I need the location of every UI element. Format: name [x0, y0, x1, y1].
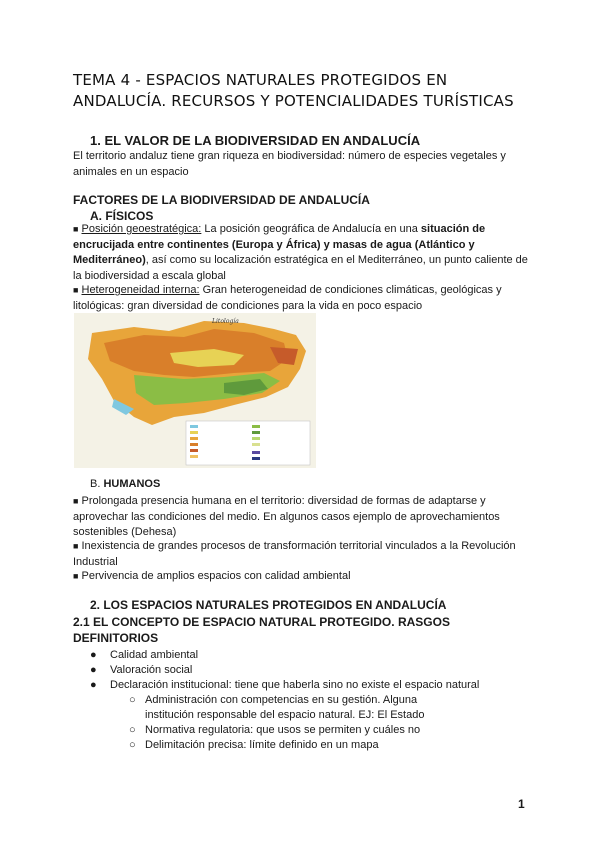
humanos-item-2 [73, 539, 533, 570]
factores-heading: FACTORES DE LA BIODIVERSIDAD DE ANDALUCÍA [73, 193, 370, 207]
fisicos-label: A. FÍSICOS [90, 209, 154, 223]
sub-list-item-text: Delimitación precisa: límite definido en un mapa [145, 739, 379, 751]
list-item-text: Declaración institucional: tiene que haberla sino no existe el espacio natural [110, 679, 480, 691]
map-title: Litología [212, 318, 239, 325]
posicion-label: Posición geoestratégica: [81, 223, 202, 235]
bullet-square: ■ [73, 496, 79, 506]
page-number: 1 [518, 797, 525, 811]
list-item-text: Valoración social [110, 664, 193, 676]
sub-list-item: ○ [129, 724, 136, 736]
bullet-square: ■ [73, 571, 79, 581]
bullet-square: ■ [73, 285, 79, 295]
sub-list-item-text: Administración con competencias en su gestión. Alguna institución responsable del espacio natural. EJ: El Estado [145, 694, 425, 721]
list-item: ● [90, 664, 97, 676]
humanos-item-3 [73, 569, 533, 585]
humanos-item-3-text: Pervivencia de amplios espacios con calidad ambiental [81, 570, 351, 582]
humanos-item-1 [73, 494, 533, 541]
heterogeneidad-paragraph [73, 283, 533, 314]
posicion-text-1: La posición geográfica de Andalucía en una [201, 223, 421, 235]
section-2-heading: 2. LOS ESPACIOS NATURALES PROTEGIDOS EN ANDALUCÍA [90, 598, 447, 612]
list-item: ● [90, 649, 97, 661]
humanos-item-2-text: Inexistencia de grandes procesos de transformación territorial vinculados a la Revolución Industrial [73, 540, 516, 568]
humanos-prefix: B. [90, 478, 104, 490]
posicion-text-2: , así como su localización estratégica en el Mediterráneo, un punto caliente de la biodiversidad a escala global [73, 254, 528, 282]
humanos-heading [90, 477, 160, 492]
posicion-paragraph [73, 222, 533, 284]
bullet-square: ■ [73, 224, 79, 234]
heterogeneidad-label: Heterogeneidad interna: [81, 284, 200, 296]
sub-list-item: ○ [129, 739, 136, 751]
section-1-heading: 1. EL VALOR DE LA BIODIVERSIDAD EN ANDALUCÍA [90, 133, 421, 148]
sub-list-item: ○ [129, 694, 136, 706]
heterogeneidad-text: Gran heterogeneidad de condiciones climáticas, geológicas y litológicas: gran diversidad de condiciones para la vida en poco espacio [73, 284, 502, 312]
sub-list-item-text: Normativa regulatoria: que usos se permiten y cuáles no [145, 724, 421, 736]
section-2-1-heading: 2.1 EL CONCEPTO DE ESPACIO NATURAL PROTEGIDO. RASGOS DEFINITORIOS [73, 615, 450, 645]
posicion-bold: situación de encrucijada entre continentes (Europa y África) y masas de agua (Atlántico y Mediterráneo) [73, 223, 486, 266]
humanos-label: HUMANOS [103, 478, 161, 490]
page-title: TEMA 4 - ESPACIOS NATURALES PROTEGIDOS EN ANDALUCÍA. RECURSOS Y POTENCIALIDADES TURÍSTICAS [73, 71, 514, 110]
humanos-item-1-text: Prolongada presencia humana en el territorio: diversidad de formas de adaptarse y aprovechar las condiciones del medio. En algunos casos ejemplo de aprovechamientos sostenibles (Dehesa) [73, 495, 500, 538]
bullet-square: ■ [73, 541, 79, 551]
list-item: ● [90, 679, 97, 691]
list-item-text: Calidad ambiental [110, 649, 199, 661]
lithology-map-image [74, 313, 316, 468]
section-1-intro: El territorio andaluz tiene gran riqueza en biodiversidad: número de especies vegetales y animales en un espacio [73, 150, 506, 178]
